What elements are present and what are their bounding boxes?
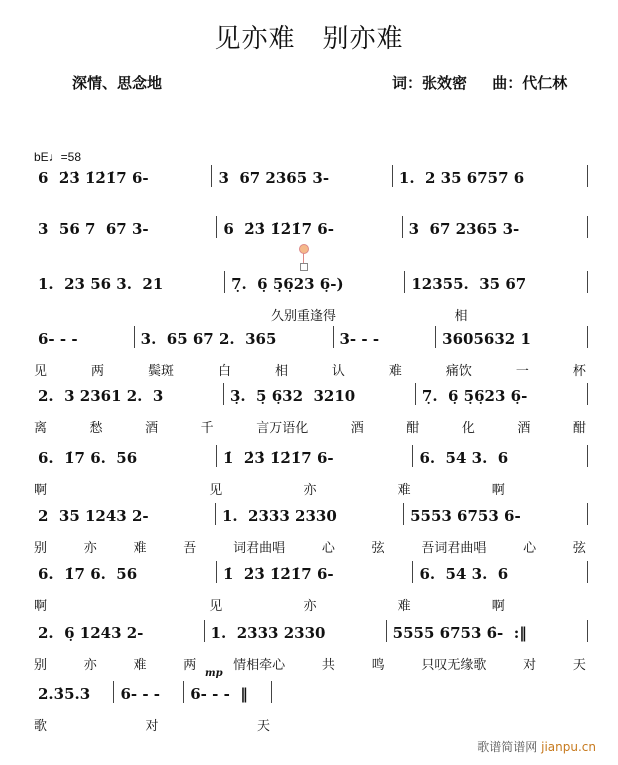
- lyric: 言万语化: [256, 421, 309, 436]
- lyric: 别: [34, 658, 48, 673]
- measure: 2 35 1243 2-: [32, 503, 216, 525]
- tempo-marking: bE♩=58: [34, 150, 82, 164]
- lyric: 难: [133, 658, 147, 673]
- staff-line: [32, 503, 588, 556]
- credits: [392, 72, 587, 93]
- lyric: 对: [145, 719, 159, 734]
- measure: 1̇ 2̇3̇ 1̇2̇1̇7 6-: [217, 561, 413, 583]
- measure: 5555 6753 6̇- :‖: [387, 620, 588, 642]
- lyric: 亦: [303, 483, 317, 498]
- measure: 1. 2333 2330: [216, 503, 404, 525]
- lyric: 酒: [145, 421, 159, 436]
- anchor-box-icon[interactable]: [300, 263, 308, 271]
- notes-row: [32, 503, 588, 525]
- lyric: 天: [256, 719, 270, 734]
- measure: 6- - -: [114, 681, 184, 703]
- measure: 3- - -: [334, 326, 437, 348]
- lyric: 难: [397, 599, 411, 614]
- measure: 6. 54 3. 6: [413, 445, 588, 467]
- measure: 7̣. 6̣ 5̣6̣23 6̣-: [416, 383, 588, 405]
- lyric: 一: [515, 364, 529, 379]
- lyric: 只叹无缘歌: [421, 658, 487, 673]
- measure: 1. 2333 2330: [205, 620, 387, 642]
- lyric: 歌: [34, 719, 48, 734]
- lyric: 鬓斑: [147, 364, 174, 379]
- lyrics-row: [32, 654, 588, 673]
- notes-row: [32, 561, 588, 583]
- measure: 12355. 35 67: [405, 271, 588, 293]
- lyric: 酒: [517, 421, 531, 436]
- lyric: 酣: [572, 421, 586, 436]
- anchor-handle-icon[interactable]: [299, 244, 309, 254]
- lyric: 天: [572, 658, 586, 673]
- lyric: 杯: [572, 364, 586, 379]
- lyric: 白: [217, 364, 231, 379]
- lyric: 难: [397, 483, 411, 498]
- lyric: 吾词君曲唱: [421, 541, 487, 556]
- measure: 6 2̇3̇ 1̇2̇1̇7 6-: [217, 216, 402, 238]
- lyric: 相: [274, 364, 288, 379]
- lyric: 相: [454, 309, 468, 324]
- measure: 6- - - ‖: [184, 681, 272, 703]
- expression-marking: 深情、思念地: [72, 74, 163, 92]
- lyrics-row: [32, 360, 588, 379]
- lyric: 啊: [34, 483, 48, 498]
- lyric: 见: [34, 364, 48, 379]
- staff-line: [32, 326, 588, 379]
- measure: 3605632 1: [436, 326, 588, 348]
- measure: 3 67 2365 3-: [212, 165, 392, 187]
- measure: 6. 1̇7 6. 56: [32, 561, 217, 583]
- staff-line: [32, 445, 588, 498]
- notes-row: [32, 165, 588, 187]
- lyric: 化: [461, 421, 475, 436]
- lyric: 酣: [406, 421, 420, 436]
- lyric: 情相牵心: [233, 658, 286, 673]
- lyric: 心: [321, 541, 335, 556]
- lyric: 啊: [491, 483, 505, 498]
- notes-row: [32, 383, 588, 405]
- lyrics-row: [32, 479, 588, 498]
- measure: 6. 54 3. 6: [413, 561, 588, 583]
- dynamic-marking: mp: [205, 668, 223, 679]
- measure: 6 2̇3̇ 1̇2̇1̇7 6-: [32, 165, 212, 187]
- lyric: 弦: [572, 541, 586, 556]
- measure: 1. 23 56 3. 21: [32, 271, 225, 293]
- watermark-site: jianpu.cn: [541, 740, 596, 754]
- measure: 2. 6̣ 1243 2-: [32, 620, 205, 642]
- lyrics-row: [32, 595, 588, 614]
- notes-row: [32, 681, 272, 703]
- lyric: 心: [523, 541, 537, 556]
- lyric: 吾: [183, 541, 197, 556]
- measure: 3̣. 5̣ 6̣32 3210: [224, 383, 416, 405]
- measure: 2. 3 2361 2. 3: [32, 383, 224, 405]
- lyric: 离: [34, 421, 48, 436]
- lyric: 久别重逢得: [270, 309, 336, 324]
- lyrics-row: [32, 715, 272, 734]
- measure: 2.3̇5.3: [32, 681, 114, 703]
- staff-line: [32, 216, 588, 238]
- lyric: 鸣: [371, 658, 385, 673]
- measure: 5553 6753 6-: [404, 503, 588, 525]
- staff-line: [32, 165, 588, 187]
- lyric: 对: [523, 658, 537, 673]
- anchor-line: [303, 253, 304, 263]
- measure: 3 56 7 67 3-: [32, 216, 217, 238]
- measure: 7̣. 6̣ 5̣6̣23 6̣-): [225, 271, 405, 293]
- lyric: 认: [331, 364, 345, 379]
- notes-row: [32, 445, 588, 467]
- watermark: [477, 738, 596, 755]
- lyric: 愁: [89, 421, 103, 436]
- lyric: 共: [321, 658, 335, 673]
- staff-line: [32, 383, 588, 436]
- measure: 3 67 2365 3-: [403, 216, 588, 238]
- lyric: 难: [388, 364, 402, 379]
- lyric: 两: [90, 364, 104, 379]
- notes-row: [32, 326, 588, 348]
- staff-line: [32, 271, 588, 324]
- lyric: 酒: [350, 421, 364, 436]
- notes-row: [32, 271, 588, 293]
- lyric: 两: [183, 658, 197, 673]
- lyric: 弦: [371, 541, 385, 556]
- lyricist: 词：张效密: [392, 74, 468, 92]
- notes-row: [32, 216, 588, 238]
- measure: 1̇ 2̇3̇ 1̇2̇1̇7 6-: [217, 445, 413, 467]
- lyric: 见: [209, 483, 223, 498]
- lyric: 亦: [83, 658, 97, 673]
- lyric: 千: [200, 421, 214, 436]
- lyric: 亦: [303, 599, 317, 614]
- notes-row: [32, 620, 588, 642]
- lyrics-row: [32, 537, 588, 556]
- staff-line: [32, 681, 272, 734]
- measure: 3. 65 67 2. 365: [135, 326, 334, 348]
- staff-line: [32, 561, 588, 614]
- measure: 6- - -: [32, 326, 135, 348]
- lyric: 痛饮: [445, 364, 472, 379]
- lyric: 词君曲唱: [233, 541, 286, 556]
- song-title: 见亦难 别亦难: [214, 24, 404, 54]
- lyric: 见: [209, 599, 223, 614]
- lyric: 啊: [34, 599, 48, 614]
- staff-line: [32, 620, 588, 673]
- lyric: 难: [133, 541, 147, 556]
- composer: 曲：代仁林: [492, 74, 568, 92]
- lyric: 亦: [83, 541, 97, 556]
- lyric: 别: [34, 541, 48, 556]
- lyrics-row: [32, 417, 588, 436]
- lyric: 啊: [491, 599, 505, 614]
- watermark-cn: 歌谱简谱网: [477, 740, 538, 754]
- measure: 1. 2 35 6757 6: [393, 165, 588, 187]
- measure: 6. 1̇7 6. 56: [32, 445, 217, 467]
- lyrics-row: [32, 305, 588, 324]
